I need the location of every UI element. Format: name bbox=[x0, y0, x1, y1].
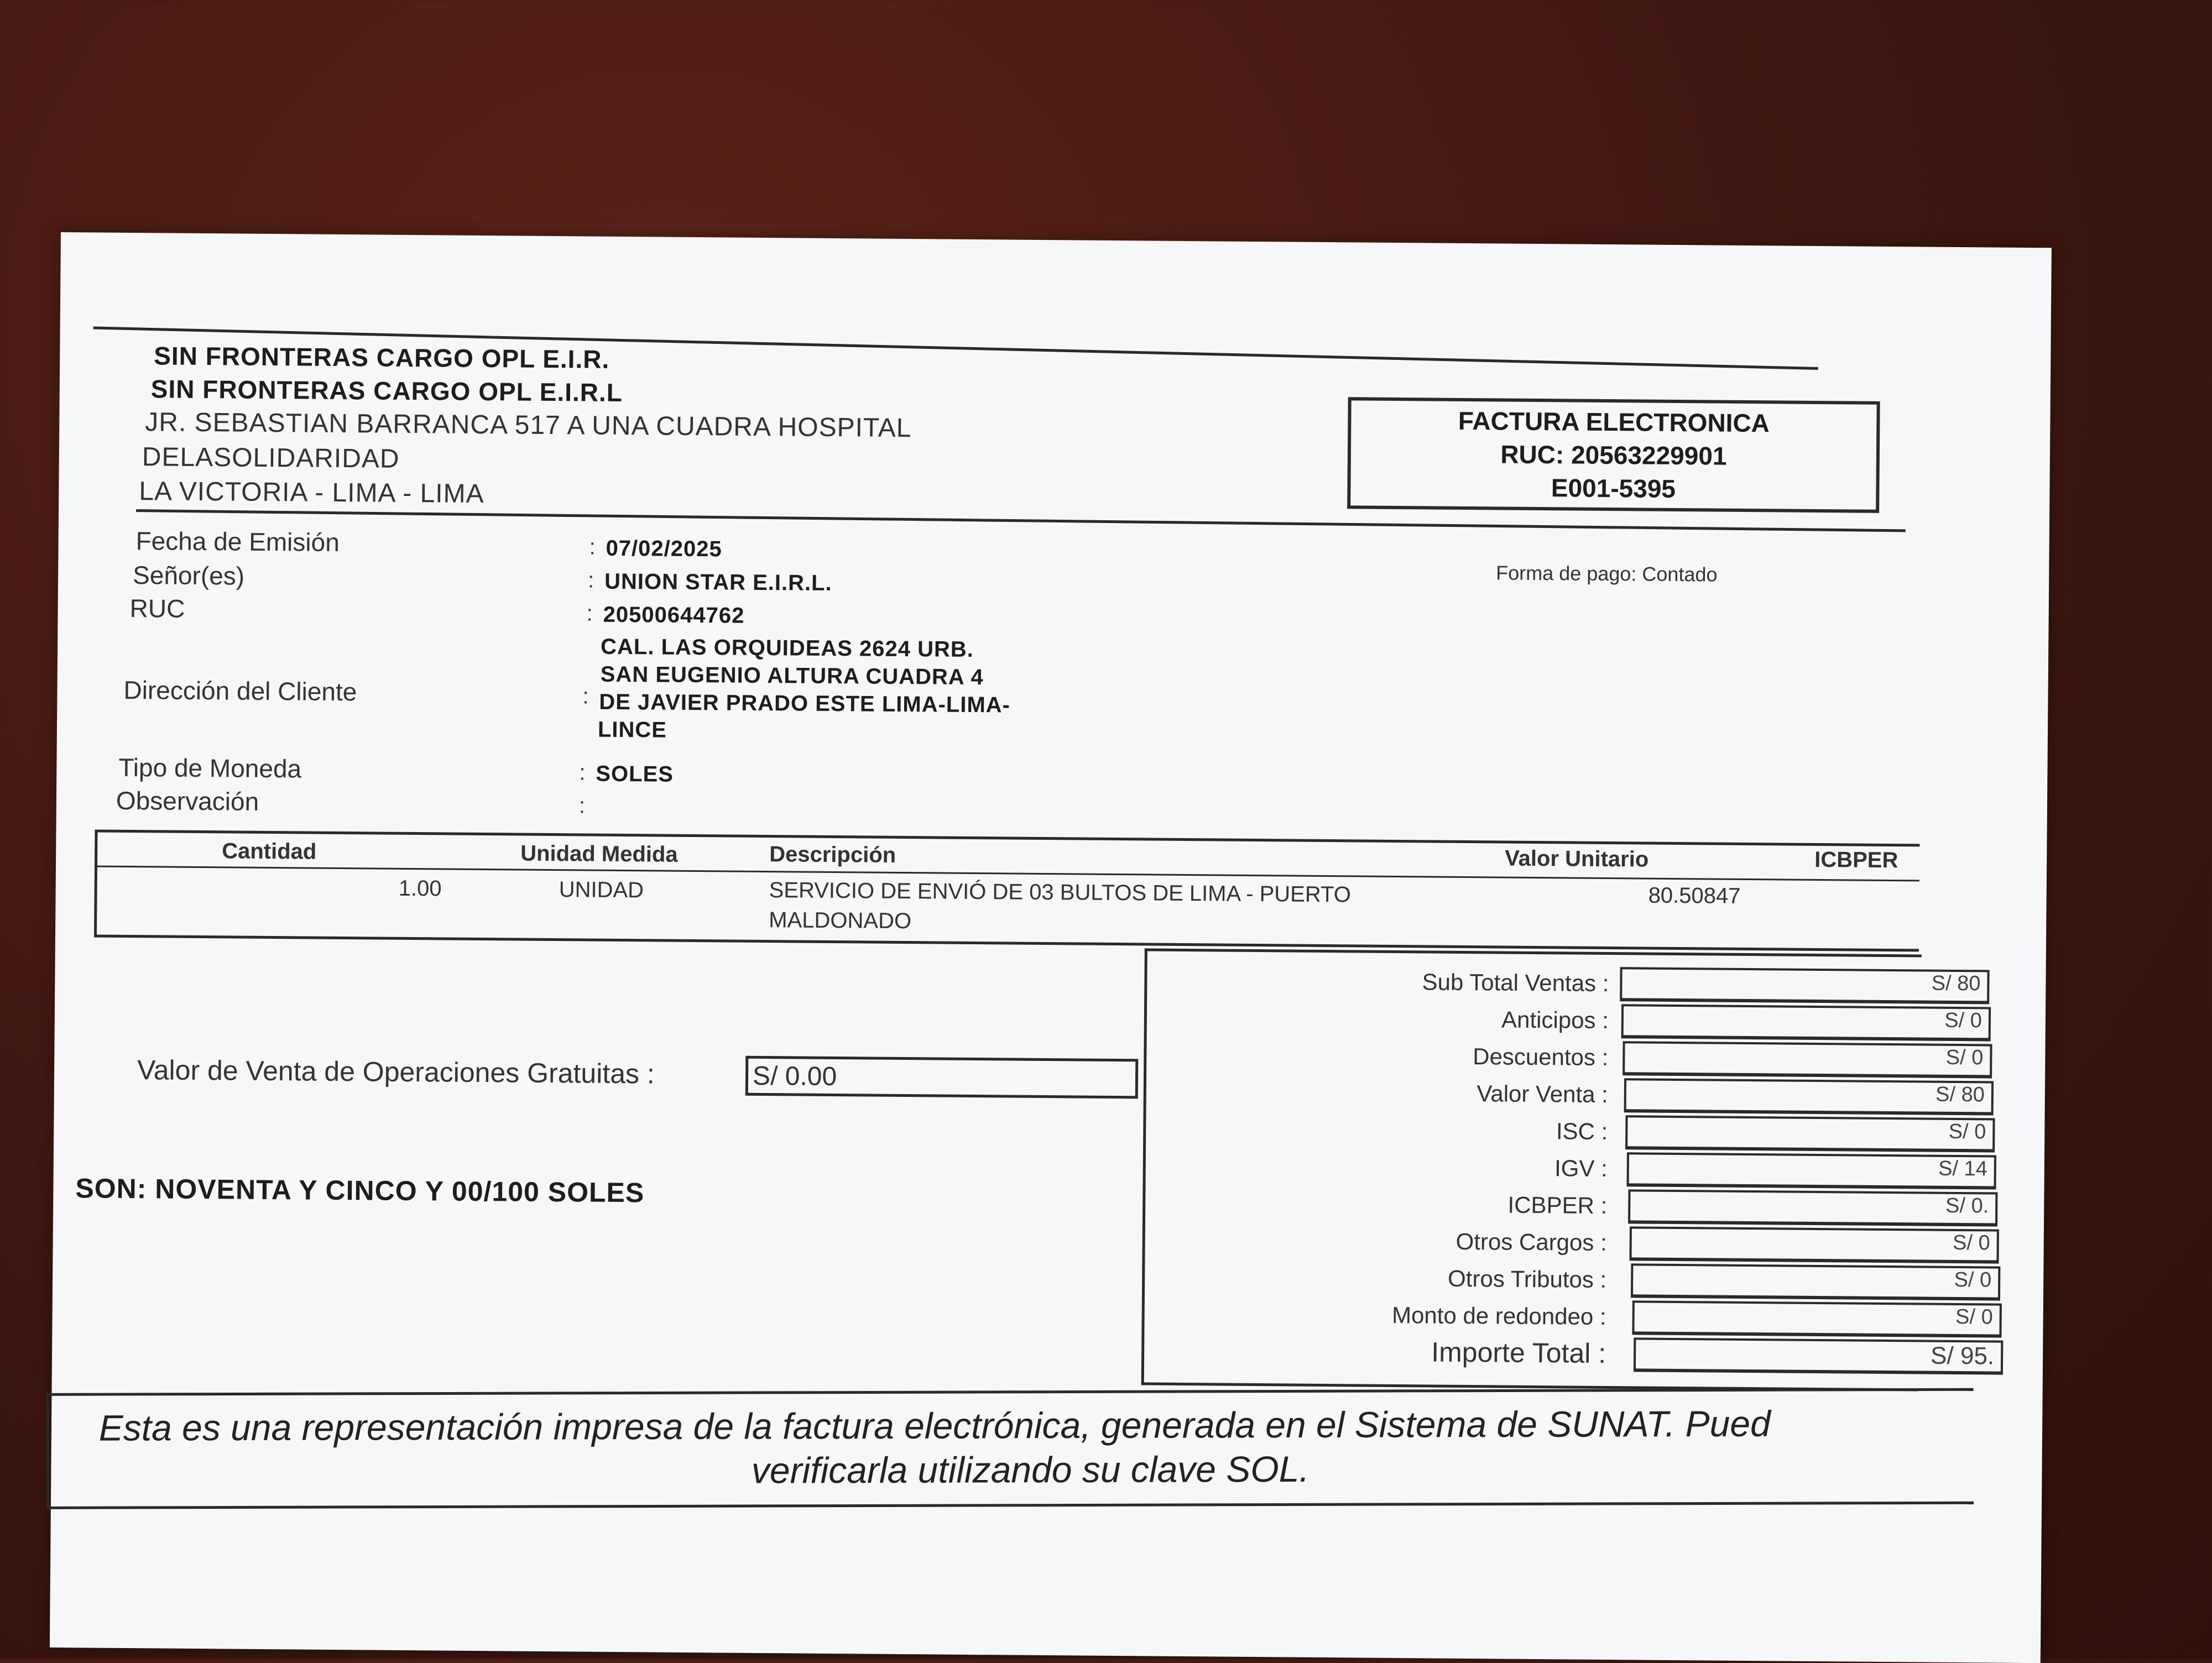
total-value: S/ 80 bbox=[1931, 971, 1981, 996]
factura-number: E001-5395 bbox=[1551, 473, 1676, 503]
total-label: Otros Tributos : bbox=[1447, 1265, 1607, 1293]
fecha-colon: : bbox=[589, 535, 596, 559]
footer-line-2: verificarla utilizando su clave SOL. bbox=[751, 1448, 1310, 1491]
factura-title: FACTURA ELECTRONICA bbox=[1458, 406, 1770, 438]
total-value: S/ 0 bbox=[1948, 1120, 1986, 1144]
issuer-address-2: DELASOLIDARIDAD bbox=[142, 442, 400, 474]
total-label: Otros Cargos : bbox=[1455, 1228, 1607, 1256]
total-value: S/ 0 bbox=[1952, 1231, 1990, 1255]
total-value: S/ 0 bbox=[1945, 1045, 1984, 1070]
issuer-name-2: SIN FRONTERAS CARGO OPL E.I.R.L bbox=[150, 374, 623, 407]
total-label: ICBPER : bbox=[1507, 1191, 1608, 1219]
totals-list bbox=[61, 232, 2052, 248]
gratuitas-label: Valor de Venta de Operaciones Gratuitas : bbox=[137, 1054, 655, 1090]
total-label: Anticipos : bbox=[1501, 1006, 1609, 1034]
total-box bbox=[1631, 1263, 2000, 1300]
gratuitas-value: S/ 0.00 bbox=[752, 1061, 837, 1092]
row-cantidad: 1.00 bbox=[398, 876, 442, 901]
col-valor-unitario: Valor Unitario bbox=[1505, 846, 1649, 872]
fecha-label: Fecha de Emisión bbox=[135, 526, 340, 557]
direccion-colon: : bbox=[582, 684, 589, 709]
observacion-colon: : bbox=[578, 793, 586, 818]
issuer-address-3: LA VICTORIA - LIMA - LIMA bbox=[139, 477, 484, 509]
observacion-label: Observación bbox=[116, 786, 259, 816]
table-bottom-rule bbox=[94, 935, 1919, 952]
total-box bbox=[1624, 1078, 1994, 1115]
moneda-colon: : bbox=[579, 760, 586, 785]
senor-value: UNION STAR E.I.R.L. bbox=[604, 569, 832, 595]
table-top-rule bbox=[95, 830, 1919, 847]
ruc-value: 20500644762 bbox=[603, 602, 745, 628]
ruc-colon: : bbox=[586, 601, 593, 626]
total-value: S/ 0 bbox=[1955, 1305, 1993, 1329]
factura-box bbox=[1347, 397, 1880, 513]
issuer-address-1: JR. SEBASTIAN BARRANCA 517 A UNA CUADRA HOSPITAL bbox=[145, 407, 912, 443]
total-label: Importe Total : bbox=[1431, 1336, 1606, 1369]
header-rule bbox=[136, 509, 1906, 532]
direccion-line-3: DE JAVIER PRADO ESTE LIMA-LIMA- bbox=[599, 689, 1011, 718]
total-label: Sub Total Ventas : bbox=[1422, 969, 1609, 997]
total-label: Valor Venta : bbox=[1477, 1080, 1609, 1108]
total-label: IGV : bbox=[1554, 1155, 1608, 1182]
fecha-value: 07/02/2025 bbox=[606, 536, 722, 562]
total-value: S/ 0 bbox=[1944, 1008, 1983, 1033]
invoice-paper bbox=[50, 232, 2052, 1663]
gratuitas-box bbox=[745, 1056, 1139, 1099]
factura-ruc: RUC: 20563229901 bbox=[1500, 440, 1727, 470]
total-box bbox=[1632, 1300, 2001, 1337]
moneda-value: SOLES bbox=[596, 761, 674, 787]
total-label: ISC : bbox=[1556, 1118, 1608, 1145]
total-value: S/ 14 bbox=[1938, 1157, 1987, 1181]
col-unidad: Unidad Medida bbox=[520, 841, 678, 867]
table-left-border bbox=[94, 830, 98, 938]
direccion-line-2: SAN EUGENIO ALTURA CUADRA 4 bbox=[600, 662, 984, 690]
total-value: S/ 0. bbox=[1945, 1194, 1989, 1218]
col-icbper: ICBPER bbox=[1814, 847, 1898, 873]
amount-in-words: SON: NOVENTA Y CINCO Y 00/100 SOLES bbox=[75, 1173, 645, 1209]
total-label: Monto de redondeo : bbox=[1391, 1301, 1606, 1330]
footer-line-1: Esta es una representación impresa de la factura electrónica, generada en el Sistema de SUNAT. Pued bbox=[98, 1403, 1771, 1448]
direccion-label: Dirección del Cliente bbox=[123, 675, 357, 707]
total-box bbox=[1625, 1115, 1995, 1152]
total-value: S/ 0 bbox=[1954, 1268, 1992, 1292]
row-descripcion-1: SERVICIO DE ENVIÓ DE 03 BULTOS DE LIMA - PUERTO bbox=[769, 878, 1352, 907]
footer-box bbox=[46, 1388, 1974, 1509]
direccion-line-1: CAL. LAS ORQUIDEAS 2624 URB. bbox=[600, 634, 974, 662]
senor-label: Señor(es) bbox=[132, 561, 245, 590]
direccion-line-4: LINCE bbox=[597, 717, 667, 742]
senor-colon: : bbox=[587, 568, 594, 593]
row-valor-unitario: 80.50847 bbox=[1648, 883, 1741, 908]
row-unidad: UNIDAD bbox=[559, 877, 644, 903]
total-box bbox=[1623, 1041, 1992, 1078]
total-box bbox=[1620, 967, 1989, 1004]
total-box bbox=[1629, 1226, 1999, 1263]
total-label: Descuentos : bbox=[1473, 1043, 1609, 1071]
total-box bbox=[1628, 1189, 1997, 1226]
issuer-name-1: SIN FRONTERAS CARGO OPL E.I.R. bbox=[154, 341, 610, 374]
total-value: S/ 80 bbox=[1935, 1082, 1985, 1107]
total-box bbox=[1627, 1152, 1996, 1189]
row-descripcion-2: MALDONADO bbox=[769, 908, 912, 934]
ruc-label: RUC bbox=[129, 594, 185, 623]
total-box bbox=[1621, 1004, 1991, 1041]
col-descripcion: Descripción bbox=[769, 842, 896, 867]
forma-pago: Forma de pago: Contado bbox=[1496, 561, 1718, 586]
total-value: S/ 95. bbox=[1930, 1342, 1995, 1370]
col-cantidad: Cantidad bbox=[222, 839, 317, 864]
total-box bbox=[1634, 1337, 2003, 1374]
moneda-label: Tipo de Moneda bbox=[118, 752, 302, 783]
